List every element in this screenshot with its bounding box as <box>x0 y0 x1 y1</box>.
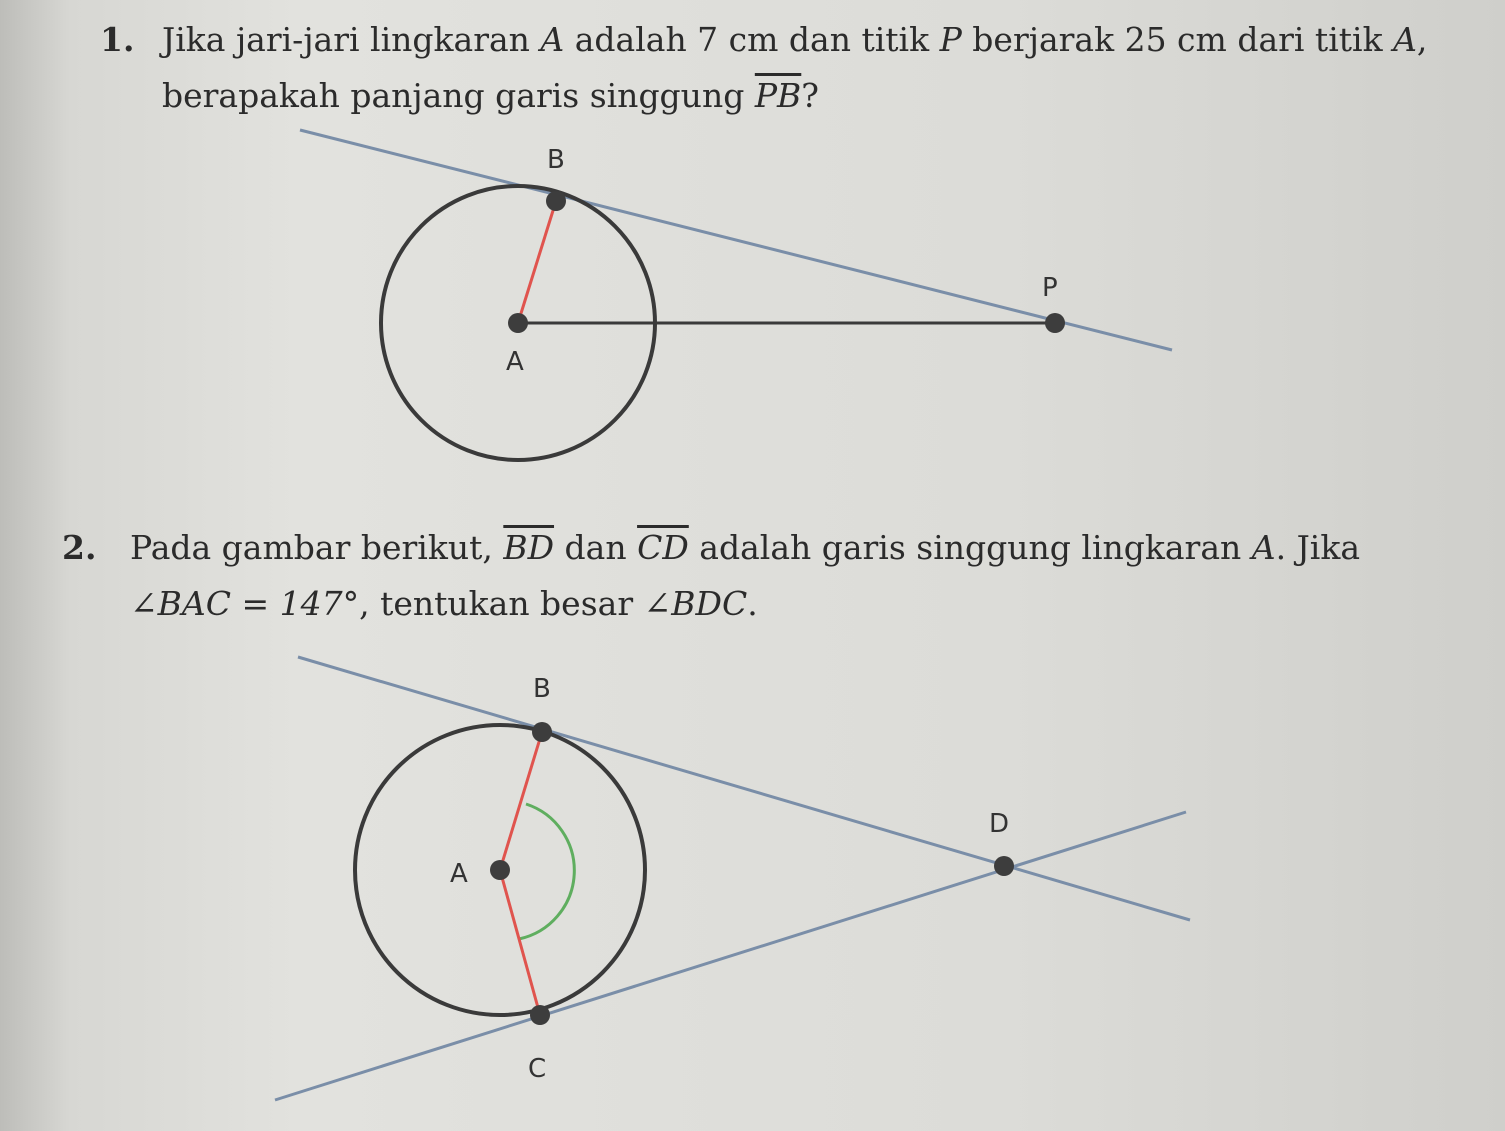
point-b <box>546 191 566 211</box>
segment-bd: $\overline{BD}$ <box>503 528 555 567</box>
segment-cd: $\overline{CD}$ <box>637 528 689 567</box>
text: Jika jari-jari lingkaran <box>162 20 541 59</box>
text: Pada gambar berikut, <box>130 528 504 567</box>
text: berapakah panjang garis singgung <box>162 76 755 115</box>
text: . Jika <box>1275 528 1361 567</box>
label-c: C <box>528 1054 547 1084</box>
angle-arc-bac <box>519 804 574 939</box>
angle-bac: ∠BAC = 147° <box>130 584 360 623</box>
text: adalah 7 cm dan titik <box>564 20 940 59</box>
problem-1-number: 1. <box>100 20 135 59</box>
math-var: A <box>1251 528 1276 567</box>
tangent-line-bd <box>298 657 1190 920</box>
segment-pb: $\overline{PB}$ <box>754 76 802 115</box>
label-a: A <box>506 347 524 377</box>
text: , <box>1416 20 1428 59</box>
tangent-line-bp <box>300 130 1172 350</box>
label-a: A <box>450 859 468 889</box>
point-a <box>508 313 528 333</box>
point-d <box>994 856 1014 876</box>
tangent-line-cd <box>275 812 1186 1100</box>
label-b: B <box>533 674 551 704</box>
problem-2-number: 2. <box>62 528 97 567</box>
label-d: D <box>989 809 1010 839</box>
figure-1 <box>300 130 1172 460</box>
point-b <box>532 722 552 742</box>
text: berjarak 25 cm dari titik <box>961 20 1394 59</box>
figure-2 <box>275 657 1190 1100</box>
radius-ab <box>518 201 556 323</box>
math-var: A <box>540 20 565 59</box>
angle-bdc: ∠BDC <box>643 584 748 623</box>
text: adalah garis singgung lingkaran <box>688 528 1252 567</box>
math-var: P <box>939 20 962 59</box>
text: , tentukan besar <box>359 584 644 623</box>
radius-ab <box>500 732 542 870</box>
point-a <box>490 860 510 880</box>
point-c <box>530 1005 550 1025</box>
text: ? <box>801 76 819 115</box>
text: dan <box>554 528 638 567</box>
label-p: P <box>1042 273 1058 303</box>
label-b: B <box>547 145 565 175</box>
point-p <box>1045 313 1065 333</box>
math-var: A <box>1393 20 1417 59</box>
text: . <box>747 584 758 623</box>
radius-ac <box>500 870 540 1015</box>
